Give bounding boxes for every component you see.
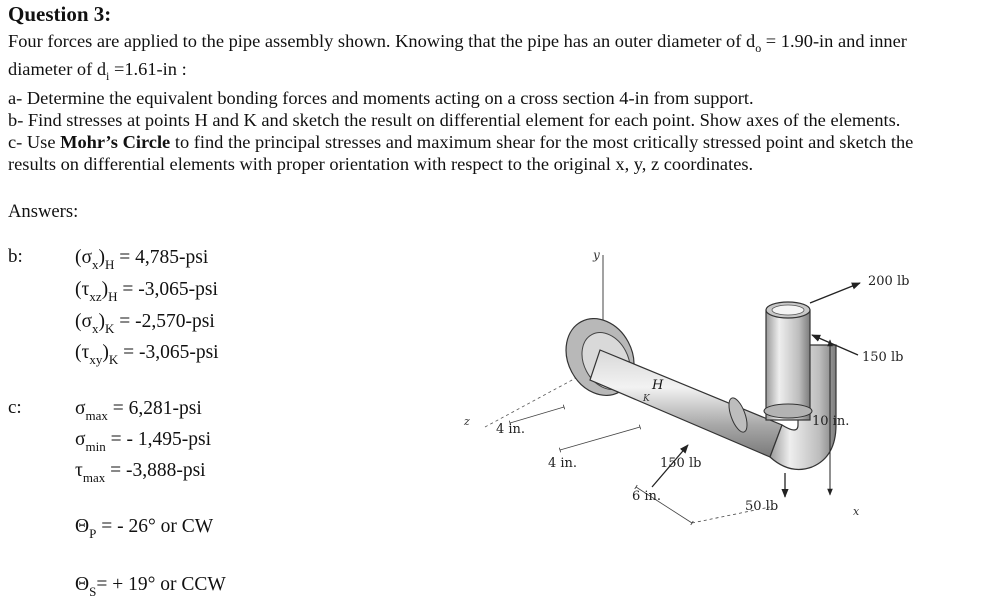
- sym: (σ: [75, 247, 93, 268]
- answer-b-item-2: [75, 279, 218, 304]
- force-200-arrow: [810, 283, 860, 303]
- part-a: a- Determine the equivalent bonding forces and moments acting on a cross section 4-in from support.: [8, 88, 754, 108]
- sym: (τ: [75, 342, 90, 363]
- sym: (σ: [75, 311, 93, 332]
- force-150-mid-label: 150 lb: [660, 456, 702, 471]
- intro-line-1-text: Four forces are applied to the pipe assembly shown. Knowing that the pipe has an outer diameter of d: [8, 31, 756, 51]
- answers-heading: Answers:: [8, 201, 79, 222]
- sub: min: [85, 439, 106, 454]
- answer-b-item-1: [75, 247, 209, 272]
- point-h-label: H: [652, 378, 664, 393]
- answer-c-label: c:: [8, 397, 22, 418]
- sym: σ: [75, 398, 86, 419]
- part-c-line-2: results on differential elements with proper orientation with respect to the original x, y, z coordinates.: [8, 154, 754, 174]
- sym: τ: [75, 460, 83, 481]
- force-50-label: 50 lb: [745, 499, 779, 514]
- dim-10-label: 10 in.: [812, 414, 850, 429]
- value: = 4,785-psi: [114, 247, 209, 268]
- z-axis-label: z: [464, 415, 470, 428]
- sub: xy: [89, 352, 103, 367]
- intro-line-2-text: diameter of d: [8, 59, 107, 79]
- close: ): [101, 279, 109, 300]
- answer-b-item-4: [75, 342, 219, 367]
- answer-c-theta-p: [75, 516, 214, 541]
- answer-b-label: b:: [8, 246, 23, 267]
- answer-c-sigma-min: [75, 429, 211, 454]
- x-axis-line: [692, 507, 770, 523]
- sym: (τ: [75, 279, 90, 300]
- close: ): [102, 342, 109, 363]
- close: ): [98, 247, 106, 268]
- part-c-line-1: [8, 131, 913, 153]
- sub: K: [105, 321, 115, 336]
- x-axis-label: x: [853, 505, 860, 518]
- sub: P: [89, 526, 97, 541]
- answer-c-theta-s: [75, 574, 226, 599]
- value: = -3,065-psi: [117, 279, 218, 300]
- sub: max: [82, 470, 106, 485]
- sym: Θ: [75, 516, 90, 537]
- point-k-label: K: [643, 394, 650, 404]
- sub: xz: [89, 289, 102, 304]
- question-title: Question 3:: [8, 2, 112, 26]
- dim-4-upper-label: 4 in.: [496, 422, 526, 437]
- sub: H: [105, 257, 115, 272]
- value: = - 1,495-psi: [105, 429, 211, 450]
- vertical-pipe-opening: [772, 305, 804, 315]
- intro-line-1: [8, 30, 907, 54]
- inner-diameter-value: =1.61-in :: [109, 59, 187, 79]
- value: = 6,281-psi: [107, 398, 202, 419]
- inner-diameter-subscript: i: [106, 69, 110, 83]
- sym: Θ: [75, 574, 90, 595]
- sub: x: [92, 321, 99, 336]
- outer-diameter-subscript: o: [755, 41, 762, 55]
- sub: x: [92, 257, 99, 272]
- close: ): [98, 311, 106, 332]
- sub: K: [108, 352, 119, 367]
- value: = - 26° or CW: [96, 516, 214, 537]
- answer-c-tau-max: [75, 460, 206, 485]
- dim-6-label: 6 in.: [632, 489, 662, 504]
- outer-diameter-value: = 1.90-in and inner: [761, 31, 907, 51]
- horizontal-pipe: [590, 350, 782, 457]
- sub: S: [89, 584, 97, 599]
- answer-b-item-3: [75, 311, 215, 336]
- vertical-coupling-ring: [764, 404, 812, 418]
- part-c-prefix: c- Use: [8, 132, 61, 152]
- sym: σ: [75, 429, 86, 450]
- value: = -3,888-psi: [105, 460, 206, 481]
- part-c-rest: to find the principal stresses and maximum shear for the most critically stressed point and sketch the: [170, 132, 914, 152]
- intro-line-2: [8, 58, 187, 82]
- y-axis-label: y: [593, 248, 600, 262]
- value: = -3,065-psi: [118, 342, 219, 363]
- value: = -2,570-psi: [114, 311, 215, 332]
- part-c-bold: Mohr’s Circle: [60, 132, 171, 152]
- part-b: b- Find stresses at points H and K and sketch the result on differential element for each point. Show axes of the elements.: [8, 110, 901, 130]
- dim-4-lower-label: 4 in.: [548, 456, 578, 471]
- sub: max: [85, 408, 108, 423]
- sub: H: [108, 289, 118, 304]
- answer-c-sigma-max: [75, 398, 202, 423]
- force-200-label: 200 lb: [868, 274, 910, 289]
- pipe-assembly-figure: [440, 235, 987, 605]
- force-150-right-label: 150 lb: [862, 350, 904, 365]
- value: = + 19° or CCW: [96, 574, 226, 595]
- dim-4-lower-line: [560, 427, 640, 450]
